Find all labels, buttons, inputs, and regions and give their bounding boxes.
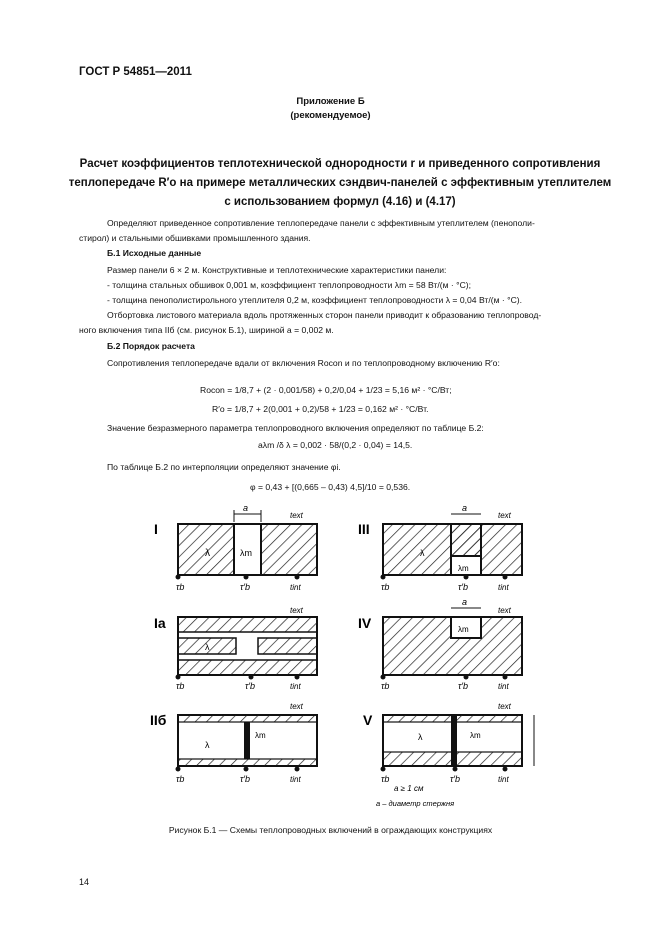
interp-text: По таблице Б.2 по интерполяции определяют значение φi. [107, 462, 341, 472]
tau-b-prime-label: τ′b [240, 774, 251, 784]
lambda-label: λ [418, 732, 423, 742]
resistance-text: Сопротивления теплопередаче вдали от включения Rocon и по теплопроводному включению R′о: [107, 358, 500, 368]
diagram-V [363, 702, 534, 808]
dim-a-label: a [243, 503, 249, 513]
t-ext-label: text [498, 606, 511, 615]
formula-r-prime: R′о = 1/8,7 + 2(0,001 + 0,2)/58 + 1/23 = 0,162 м² · °С/Вт. [212, 404, 429, 414]
tau-b-prime-label: τ′b [458, 582, 469, 592]
panel-size-text: Размер панели 6 × 2 м. Конструктивные и теплотехнические характеристики панели: [107, 265, 447, 275]
lambda-m-label: λm [470, 731, 481, 740]
diagram-Ia-label: Iа [154, 615, 166, 631]
lambda-label: λ [205, 642, 210, 652]
min-size-label: a ≥ 1 см [394, 784, 424, 793]
t-ext-label: text [290, 606, 303, 615]
appendix-label: Приложение Б [296, 96, 365, 107]
diagram-I-label: I [154, 521, 158, 537]
diagram-IIb [150, 702, 317, 784]
appendix-status: (рекомендуемое) [290, 110, 371, 121]
tau-b-prime-label: τ′b [240, 582, 251, 592]
tau-b-label: τb [176, 774, 185, 784]
intro-line-1: Определяют приведенное сопротивление теплопередаче панели с эффективным утеплителем (пенополи- [107, 218, 535, 228]
t-int-label: tint [290, 682, 301, 691]
lambda-label: λ [205, 548, 210, 559]
t-ext-label: text [498, 702, 511, 711]
figure-caption: Рисунок Б.1 — Схемы теплопроводных включений в ограждающих конструкциях [168, 825, 493, 835]
intro-line-2: стирол) и стальными обшивками промышленного здания. [79, 233, 311, 243]
lambda-m-label: λm [458, 564, 469, 573]
diagram-Ia [154, 606, 317, 691]
tau-b-prime-label: τ′b [458, 681, 469, 691]
dim-a-label: a [462, 597, 468, 607]
t-int-label: tint [290, 583, 301, 592]
steel-spec-text: - толщина стальных обшивок 0,001 м, коэффициент теплопроводности λm = 58 Вт/(м · °С); [107, 280, 472, 290]
t-ext-label: text [498, 511, 511, 520]
tau-b-prime-label: τ′b [450, 774, 461, 784]
t-ext-label: text [290, 702, 303, 711]
page-number: 14 [79, 877, 90, 887]
lambda-m-label: λm [240, 548, 252, 558]
edge-text-2: ного включения типа IIб (см. рисунок Б.1), шириной a = 0,002 м. [79, 325, 334, 335]
lambda-label: λ [205, 740, 210, 750]
diagram-V-label: V [363, 712, 373, 728]
title-line-3: с использованием формул (4.16) и (4.17) [224, 196, 456, 208]
tau-b-label: τb [381, 582, 390, 592]
diagram-IIb-label: IIб [150, 712, 167, 728]
tau-b-prime-label: τ′b [245, 681, 256, 691]
section-b2-heading: Б.2 Порядок расчета [107, 341, 195, 351]
t-int-label: tint [498, 583, 509, 592]
tau-b-label: τb [176, 681, 185, 691]
dim-a-label: a [462, 503, 468, 513]
diagram-IV [358, 597, 522, 691]
title-line-1: Расчет коэффициентов теплотехнической однородности r и приведенного сопротивления [79, 158, 601, 170]
t-int-label: tint [498, 775, 509, 784]
lambda-label: λ [420, 548, 425, 558]
diagram-I [154, 503, 317, 592]
edge-text-1: Отбортовка листового материала вдоль протяженных сторон панели приводит к образованию теплопровод- [107, 310, 542, 320]
formula-phi: φ = 0,43 + [(0,665 – 0,43) 4,5]/10 = 0,536. [250, 482, 411, 492]
t-int-label: tint [290, 775, 301, 784]
section-b1-heading: Б.1 Исходные данные [107, 248, 202, 258]
diagram-III [358, 503, 522, 592]
diagram-IV-label: IV [358, 615, 372, 631]
tau-b-label: τb [381, 774, 390, 784]
lambda-m-label: λm [458, 625, 469, 634]
tau-b-label: τb [381, 681, 390, 691]
param-text: Значение безразмерного параметра теплопроводного включения определяют по таблице Б.2: [107, 423, 484, 433]
t-ext-label: text [290, 511, 303, 520]
formula-r-con: Rocon = 1/8,7 + (2 · 0,001/58) + 0,2/0,04 + 1/23 = 5,16 м² · °С/Вт; [200, 385, 452, 395]
foam-spec-text: - толщина пенополистирольного утеплителя 0,2 м, коэффициент теплопроводности λ = 0,04 Вт/(м · °С). [107, 295, 523, 305]
t-int-label: tint [498, 682, 509, 691]
standard-header: ГОСТ Р 54851—2011 [79, 66, 192, 78]
diagram-III-label: III [358, 521, 370, 537]
title-line-2: теплопередаче R′о на примере металлических сэндвич-панелей с эффективным утеплителем [68, 177, 612, 189]
tau-b-label: τb [176, 582, 185, 592]
lambda-m-label: λm [255, 731, 266, 740]
formula-param: aλm /δ λ = 0,002 · 58/(0,2 · 0,04) = 14,5. [258, 440, 413, 450]
rod-diameter-note: a – диаметр стержня [376, 799, 455, 808]
